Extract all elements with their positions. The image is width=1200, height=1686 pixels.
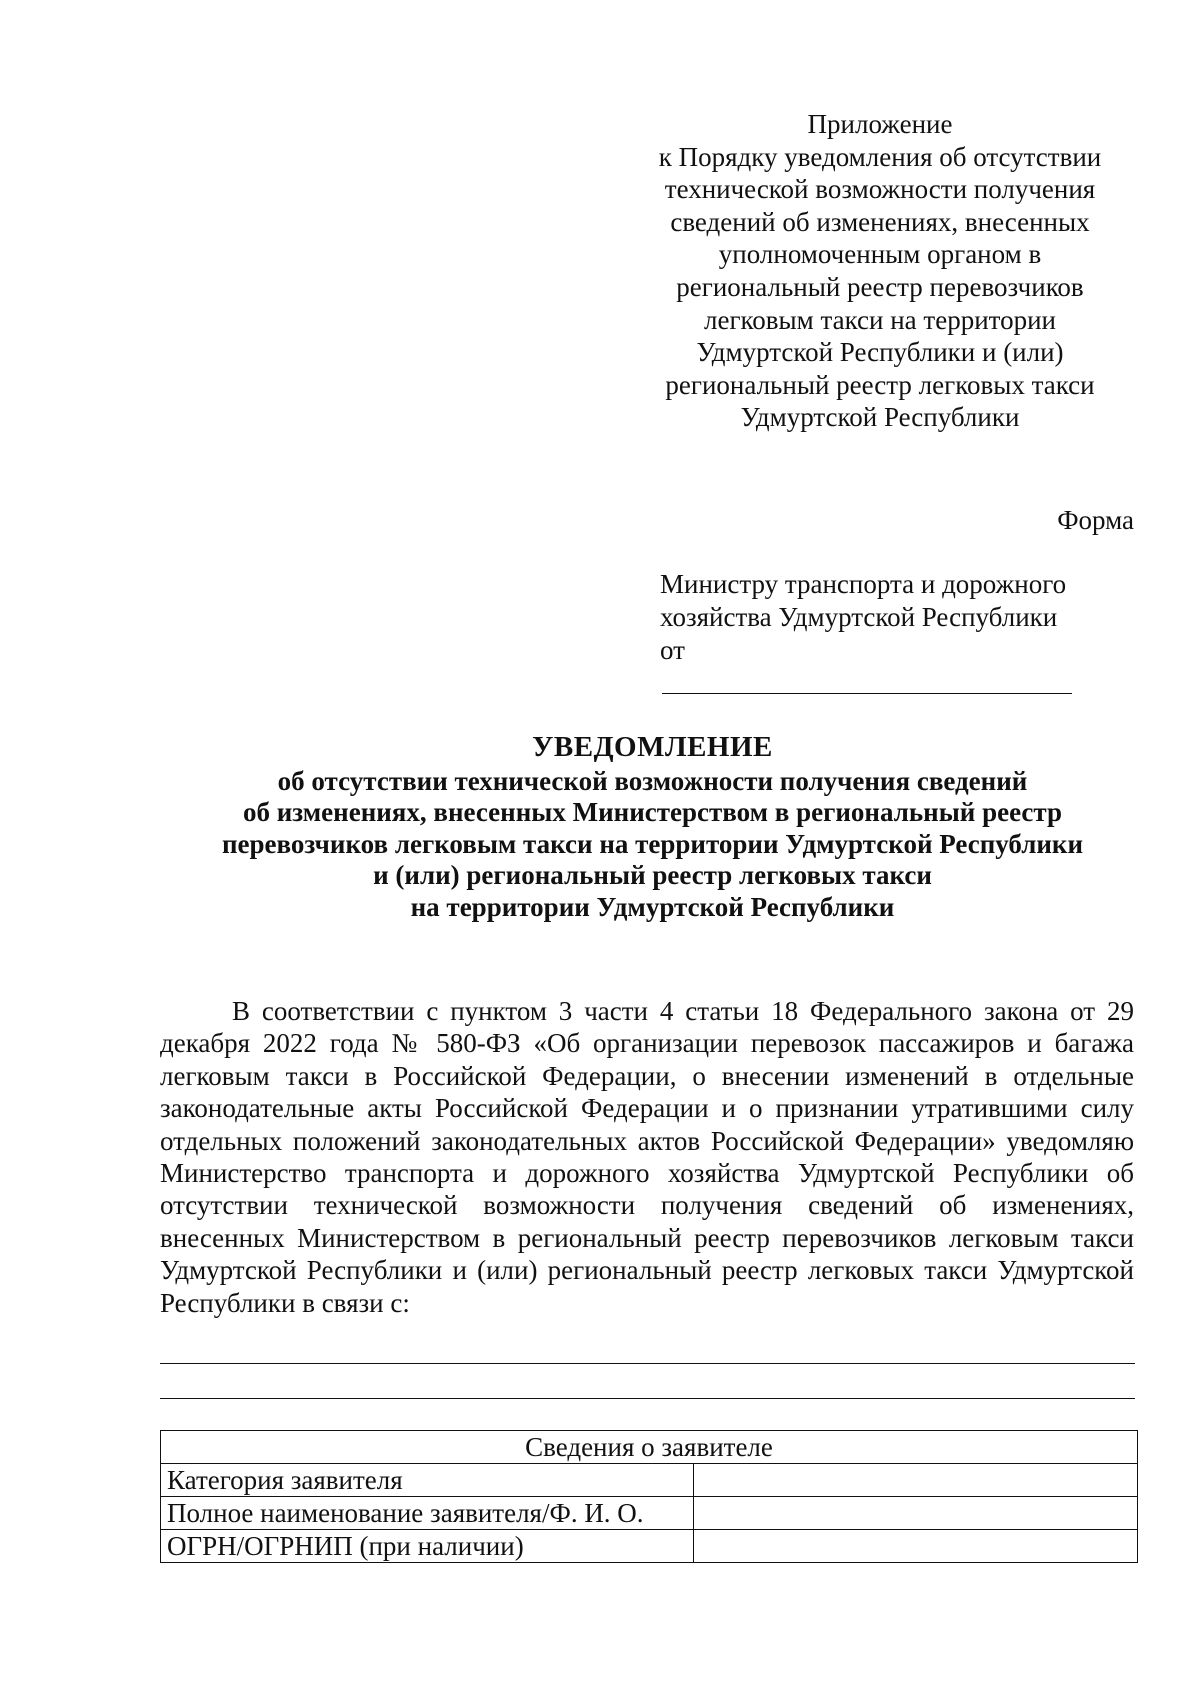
row-value-cell[interactable] [694, 1497, 1138, 1530]
from-line [660, 634, 1100, 702]
applicant-table [160, 1430, 1138, 1563]
from-blank-field[interactable] [662, 667, 1072, 694]
reason-blank-line-1[interactable] [160, 1363, 1135, 1364]
addressee-line-2: хозяйства Удмуртской Республики [660, 602, 1058, 632]
row-label: Категория заявителя [161, 1464, 694, 1497]
row-value-cell[interactable] [694, 1464, 1138, 1497]
appendix-line: Приложение [807, 109, 953, 139]
appendix-line: легковым такси на территории [703, 304, 1056, 335]
body-paragraph: В соответствии с пунктом 3 части 4 статьи 18 Федерального закона от 29 декабря 2022 года № 580-ФЗ «Об организации перевозок пассажиров и багажа легковым такси в Российской Федерации, о внесении изменений в отдельные законодательные акты Российской Федерации и о признании утратившими силу отдельных положений законодательных актов Российской Федерации» уведомляю Министерство транспорта и дорожного хозяйства Удмуртской Республики об отсутствии технической возможности получения сведений об изменениях, внесенных Министерством в региональный реестр перевозчиков легковым такси Удмуртской Республики и (или) региональный реестр легковых такси Удмуртской Республики в связи с: [160, 996, 1134, 1318]
appendix-line: региональный реестр легковых такси [665, 369, 1095, 400]
table-row [161, 1464, 1138, 1497]
table-header: Сведения о заявителе [161, 1431, 1138, 1464]
from-label: от [660, 635, 685, 665]
appendix-line: к Порядку уведомления об отсутствии [658, 141, 1102, 172]
table-row [161, 1530, 1138, 1563]
title-main: УВЕДОМЛЕНИЕ [532, 731, 773, 763]
addressee-line-1: Министру транспорта и дорожного [660, 569, 1067, 599]
appendix-line: сведений об изменениях, внесенных [670, 206, 1090, 237]
row-value-cell[interactable] [694, 1530, 1138, 1563]
appendix-line: Удмуртской Республики [740, 402, 1020, 433]
form-label: Форма [1057, 505, 1134, 535]
appendix-line: технической возможности получения [664, 174, 1096, 205]
table-row [161, 1497, 1138, 1530]
appendix-line: региональный реестр перевозчиков [676, 271, 1084, 302]
table-header-row [161, 1431, 1138, 1464]
title-line: и (или) региональный реестр легковых такси [373, 860, 932, 890]
title-line: на территории Удмуртской Республики [410, 891, 895, 922]
title-line: об изменениях, внесенных Министерством в региональный реестр [243, 797, 1062, 827]
document-title [120, 732, 1185, 923]
appendix-block [620, 108, 1140, 434]
reason-blank-line-2[interactable] [160, 1398, 1135, 1399]
row-label: Полное наименование заявителя/Ф. И. О. [161, 1497, 694, 1530]
title-line: перевозчиков легковым такси на территории Удмуртской Республики [221, 828, 1084, 859]
addressee-block [660, 568, 1100, 702]
appendix-line: уполномоченным органом в [718, 239, 1042, 270]
appendix-line: Удмуртской Республики и (или) [696, 337, 1064, 368]
row-label: ОГРН/ОГРНИП (при наличии) [161, 1530, 694, 1563]
title-line: об отсутствии технической возможности получения сведений [277, 765, 1028, 796]
